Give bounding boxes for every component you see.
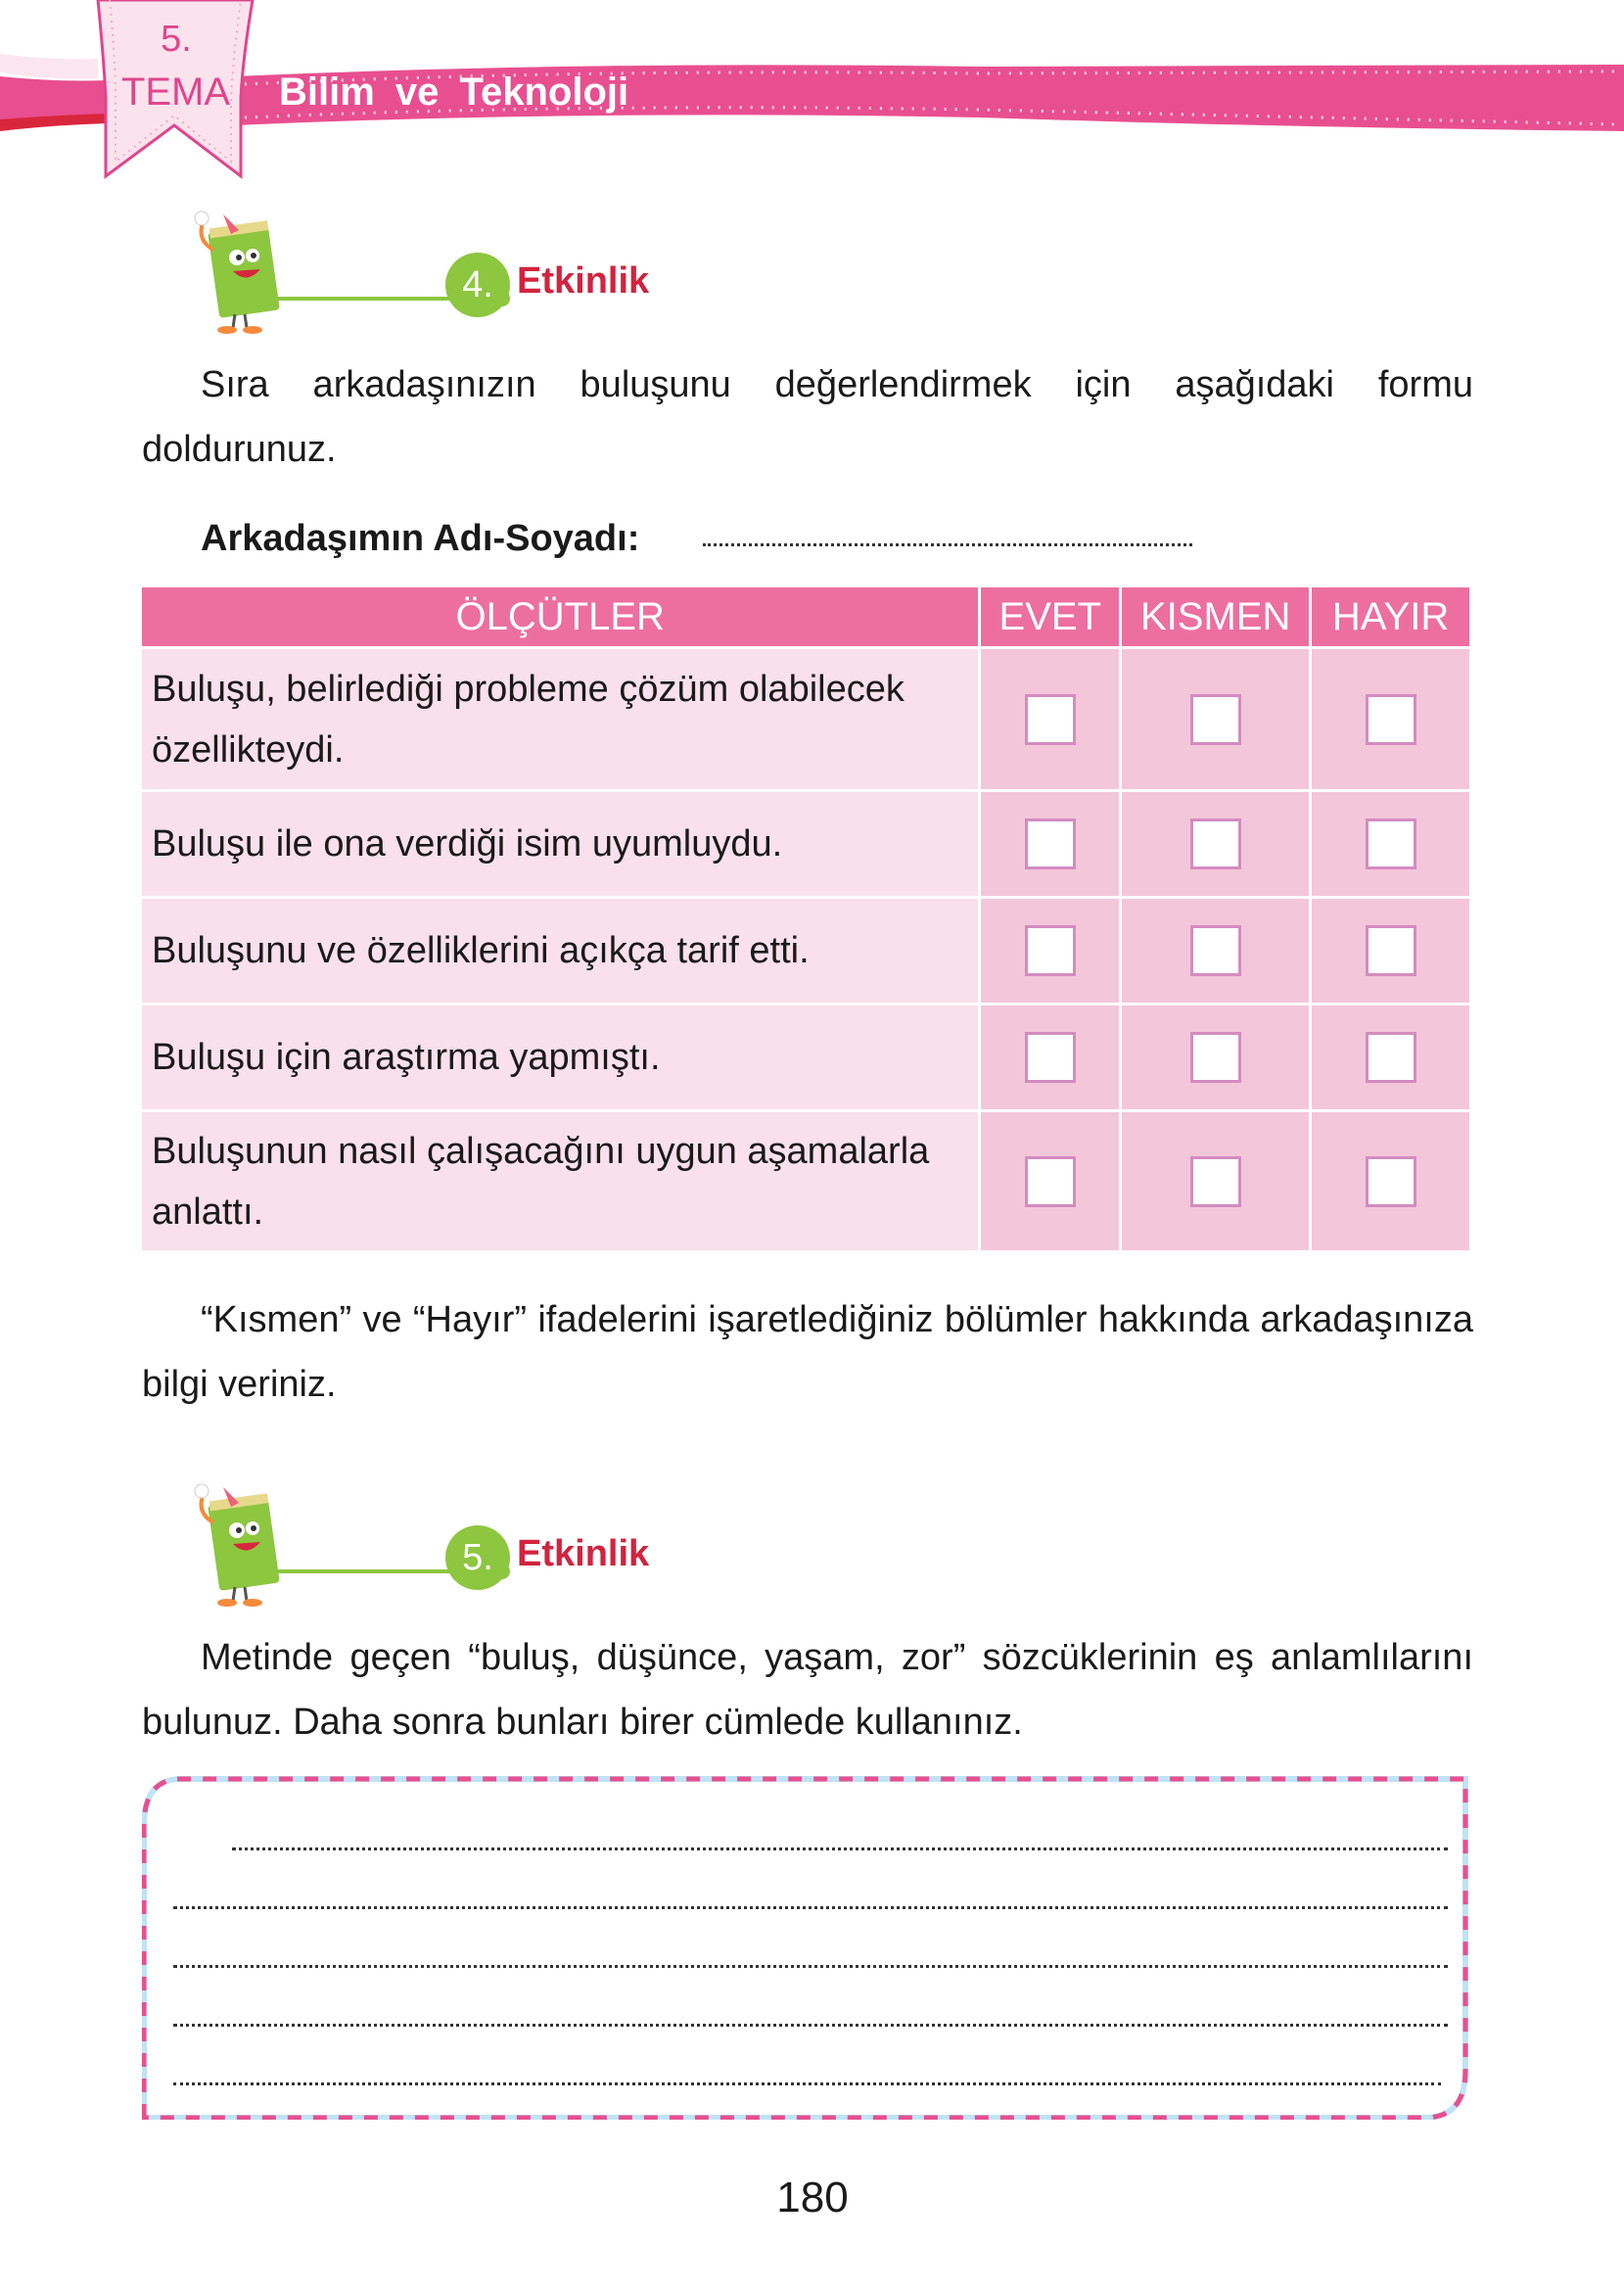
- theme-word: TEMA: [120, 70, 231, 114]
- header-criteria: ÖLÇÜTLER: [142, 587, 978, 646]
- checkbox-partly[interactable]: [1190, 1156, 1241, 1207]
- activity-4-header: [166, 201, 650, 338]
- activity-5-header: [166, 1473, 650, 1611]
- table-row: [142, 649, 1469, 789]
- dashed-border-icon: [142, 1767, 1468, 2120]
- criterion-text: Buluşunu ve özelliklerini açıkça tarif etti.: [142, 899, 978, 1003]
- friend-name-label: Arkadaşımın Adı-Soyadı:: [201, 518, 640, 559]
- criterion-text: Buluşu için araştırma yapmıştı.: [142, 1005, 978, 1109]
- criterion-text: Buluşunun nasıl çalışacağını uygun aşamalarla anlattı.: [142, 1112, 978, 1250]
- answer-line[interactable]: [173, 1906, 1448, 1909]
- checkbox-partly[interactable]: [1190, 1032, 1241, 1083]
- header-no: HAYIR: [1312, 587, 1469, 646]
- checkbox-no[interactable]: [1366, 1032, 1416, 1083]
- checkbox-no[interactable]: [1366, 694, 1416, 745]
- table-row: [142, 899, 1469, 1003]
- checkbox-partly[interactable]: [1190, 818, 1241, 869]
- activity-number: 5.: [462, 1537, 493, 1578]
- criterion-text: Buluşu ile ona verdiği isim uyumluydu.: [142, 792, 978, 896]
- criteria-table: [139, 584, 1472, 1253]
- criterion-text: Buluşu, belirlediği probleme çözüm olabilecek özellikteydi.: [142, 649, 978, 789]
- checkbox-no[interactable]: [1366, 1156, 1416, 1207]
- checkbox-yes[interactable]: [1025, 818, 1076, 869]
- checkbox-yes[interactable]: [1025, 1032, 1076, 1083]
- activity-5-instruction: Metinde geçen “buluş, düşünce, yaşam, zor” sözcüklerinin eş anlamlılarını bulunuz. Daha sonra bunları birer cümlede kullanınız.: [142, 1637, 1473, 1743]
- header-partly: KISMEN: [1122, 587, 1309, 646]
- table-row: [142, 1005, 1469, 1109]
- activity-number: 4.: [462, 264, 493, 305]
- header-yes: EVET: [981, 587, 1119, 646]
- checkbox-yes[interactable]: [1025, 694, 1076, 745]
- ribbon-banner-icon: [0, 0, 1624, 196]
- activity-label: Etkinlik: [517, 1533, 650, 1574]
- answer-line[interactable]: [173, 2024, 1448, 2027]
- checkbox-partly[interactable]: [1190, 694, 1241, 745]
- page-number: 180: [776, 2174, 849, 2221]
- activity-4-followup: “Kısmen” ve “Hayır” ifadelerini işaretlediğiniz bölümler hakkında arkadaşınıza bilgi veriniz.: [142, 1299, 1473, 1405]
- answer-line[interactable]: [173, 2082, 1441, 2085]
- theme-header: [0, 0, 1624, 196]
- answer-box[interactable]: [142, 1767, 1468, 2120]
- activity-label: Etkinlik: [517, 260, 650, 302]
- checkbox-yes[interactable]: [1025, 1156, 1076, 1207]
- theme-title: Bilim ve Teknoloji: [279, 70, 629, 114]
- checkbox-partly[interactable]: [1190, 925, 1241, 976]
- checkbox-no[interactable]: [1366, 818, 1416, 869]
- activity-4-instruction: Sıra arkadaşınızın buluşunu değerlendirmek için aşağıdaki formu doldurunuz.: [142, 364, 1473, 470]
- table-row: [142, 792, 1469, 896]
- theme-number: 5.: [161, 19, 192, 60]
- friend-name-field[interactable]: [703, 543, 1192, 546]
- checkbox-yes[interactable]: [1025, 925, 1076, 976]
- answer-line[interactable]: [232, 1847, 1448, 1850]
- answer-line[interactable]: [173, 1965, 1448, 1968]
- table-row: [142, 1112, 1469, 1250]
- checkbox-no[interactable]: [1366, 925, 1416, 976]
